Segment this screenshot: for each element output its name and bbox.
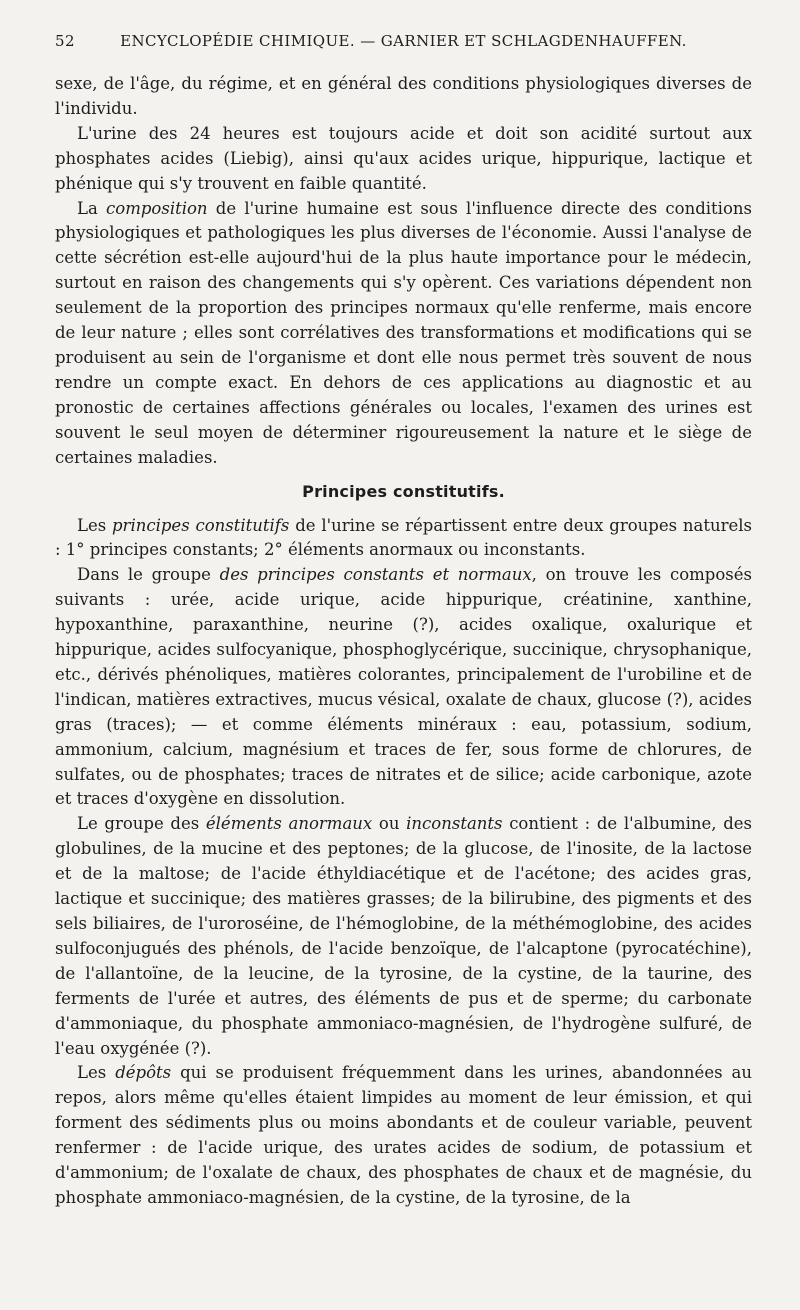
paragraph-7-emphasis: dépôts — [115, 1063, 172, 1083]
page-number: 52 — [55, 32, 76, 50]
paragraph-4-start: Les — [77, 515, 112, 535]
paragraph-6-rest: contient : de l'albumine, des globulines, de la mucine et des peptones; de la glucose, de l'inosite, de la lactose et de la maltose; de l'acide éthyldiacétique et de l'acétone; des acides gras, lactique et succinique; des matières grasses; de la bilirubine, des pigments et des sels biliaires, de l'uroroséine, de l'hémoglobine, de la méthémoglobine, des acides sulfoconjugués des phénols, de l'acide benzoïque, de l'alcaptone (pyrocatéchine), de l'allantoïne, de la leucine, de la tyrosine, de la cystine, de la taurine, des ferments de l'urée et autres, des éléments de pus et de sperme; du carbonate d'ammoniaque, du phosphate ammoniaco-magnésien, de l'hydrogène sulfuré, de l'eau oxygénée (?). — [55, 814, 752, 1058]
paragraph-6-emphasis-2: inconstants — [406, 814, 503, 834]
paragraph-2: L'urine des 24 heures est toujours acide et doit son acidité surtout aux phosphates acides (Liebig), ainsi qu'aux acides urique, hippurique, lactique et phénique qui s'y trouvent en faible quantité. — [55, 123, 752, 193]
paragraph-1: sexe, de l'âge, du régime, et en général des conditions physiologiques diverses de l'individu. — [55, 74, 752, 118]
paragraph-7-start: Les — [77, 1063, 116, 1083]
running-header — [55, 32, 752, 52]
running-title: ENCYCLOPÉDIE CHIMIQUE. — GARNIER ET SCHLAGDENHAUFFEN. — [120, 32, 687, 50]
section-heading: Principes constitutifs. — [302, 481, 505, 501]
paragraph-6 — [55, 812, 752, 1061]
paragraph-6-start: Le groupe des — [77, 814, 206, 834]
paragraph-7 — [55, 1061, 752, 1210]
paragraph-3-rest: de l'urine humaine est sous l'influence directe des conditions physiologiques et pathologiques les plus diverses de l'économie. Aussi l'analyse de cette sécrétion est-elle aujourd'hui de la plus haute importance pour le médecin, surtout en raison des changements qui s'y opèrent. Ces variations dépendent non seulement de la proportion des principes normaux qu'elle renferme, mais encore de leur nature ; elles sont corrélatives des transformations et modifications qui se produisent au sein de l'organisme et dont elle nous permet très souvent de nous rendre un compte exact. En dehors de ces applications au diagnostic et au pronostic de certaines affections générales ou locales, l'examen des urines est souvent le seul moyen de déterminer rigoureusement la nature et le siège de certaines maladies. — [55, 198, 752, 467]
paragraph-5 — [55, 563, 752, 812]
paragraph-4-rest: de l'urine se répartissent entre deux groupes naturels : 1° principes constants; 2° éléments anormaux ou inconstants. — [55, 515, 753, 560]
paragraph-6-mid: ou — [372, 814, 407, 834]
paragraph-5-emphasis: des principes constants et normaux — [219, 565, 532, 585]
paragraph-3 — [55, 197, 752, 471]
paragraph-5-start: Dans le groupe — [77, 565, 220, 585]
paragraph-6-emphasis-1: éléments anormaux — [205, 814, 373, 834]
paragraph-3-emphasis: composition — [106, 198, 208, 218]
paragraph-4-emphasis: principes constitutifs — [112, 515, 290, 535]
paragraph-4 — [55, 514, 752, 564]
body-text — [55, 72, 752, 1211]
paragraph-5-rest: , on trouve les composés suivants : urée, acide urique, acide hippurique, créatinine, xanthine, hypoxanthine, paraxanthine, neurine (?), acides oxalique, oxalurique et hippurique, acides sulfocyanique, phosphoglycérique, succinique, chrysophanique, etc., dérivés phénoliques, matières colorantes, principalement de l'urobiline et de l'indican, matières extractives, mucus vésical, oxalate de chaux, glucose (?), acides gras (traces); — et comme éléments minéraux : eau, potassium, sodium, ammonium, calcium, magnésium et traces de fer, sous forme de chlorures, de sulfates, ou de phosphates; traces de nitrates et de silice; acide carbonique, azote et traces d'oxygène en dissolution. — [55, 565, 752, 809]
paragraph-3-start: La — [77, 198, 107, 218]
paragraph-7-rest: qui se produisent fréquemment dans les urines, abandonnées au repos, alors même qu'elles étaient limpides au moment de leur émission, et qui forment des sédiments plus ou moins abondants et de couleur variable, peuvent renfermer : de l'acide urique, des urates acides de sodium, de potassium et d'ammonium; de l'oxalate de chaux, des phosphates de chaux et de magnésie, du phosphate ammoniaco-magnésien, de la cystine, de la tyrosine, de la — [55, 1063, 753, 1207]
